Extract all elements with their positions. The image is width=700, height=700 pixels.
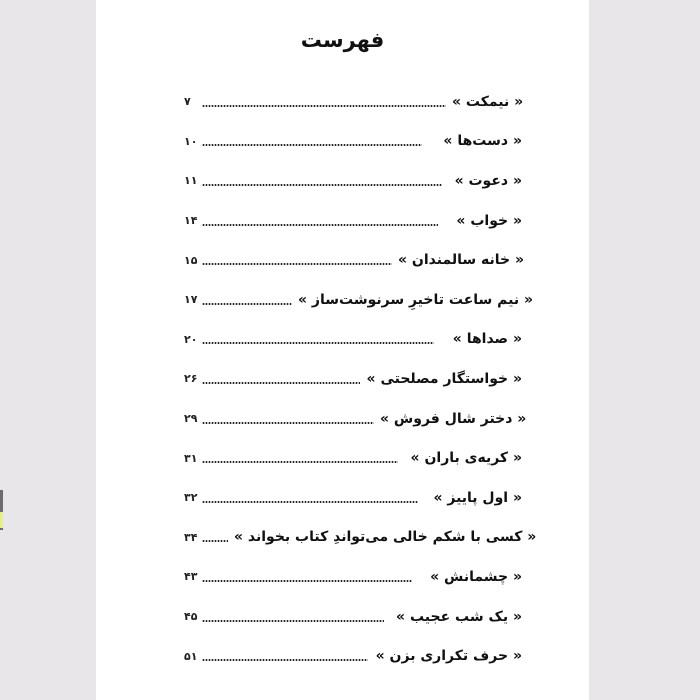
- toc-entry[interactable]: [184, 201, 522, 241]
- toc-entry-title: « نیم ساعت تاخیرِ سرنوشت‌ساز »: [298, 291, 534, 308]
- toc-entry[interactable]: [184, 161, 522, 201]
- toc-entry-title: « دختر شال فروش »: [380, 410, 527, 427]
- toc-entry[interactable]: [184, 399, 527, 439]
- toc-entry-title: « نیمکت »: [452, 93, 524, 110]
- toc-dot-leader: [202, 382, 360, 384]
- toc-entry-title: « دست‌ها »: [443, 133, 522, 150]
- toc-entry[interactable]: [184, 518, 537, 558]
- toc-entry-title: « چشمانش »: [430, 568, 522, 585]
- toc-entry[interactable]: [184, 597, 522, 637]
- toc-dot-leader: [202, 224, 438, 226]
- table-of-contents: [184, 82, 537, 676]
- toc-dot-leader: [202, 501, 418, 503]
- toc-entry[interactable]: [184, 478, 522, 518]
- toc-entry[interactable]: [184, 636, 522, 676]
- toc-entry-title: « اول پاییز »: [433, 489, 522, 506]
- left-edge-highlight: [0, 512, 3, 528]
- toc-entry[interactable]: [184, 82, 522, 122]
- toc-dot-leader: [202, 461, 398, 463]
- document-page: [96, 0, 589, 700]
- toc-entry-title: « دعوت »: [454, 172, 522, 189]
- toc-page-number: ۳۲: [184, 491, 198, 505]
- toc-dot-leader: [202, 263, 392, 265]
- toc-entry-title: « خانه سالمندان »: [398, 252, 525, 269]
- page-title: فهرست: [300, 28, 385, 52]
- toc-entry-title: « صداها »: [452, 331, 522, 348]
- toc-dot-leader: [202, 184, 442, 186]
- toc-dot-leader: [202, 342, 434, 344]
- toc-entry[interactable]: [184, 438, 522, 478]
- toc-page-number: ۲۹: [184, 412, 198, 426]
- toc-page-number: ۴۵: [184, 610, 198, 624]
- toc-page-number: ۲۶: [184, 372, 198, 386]
- toc-dot-leader: [202, 144, 422, 146]
- toc-entry-title: « حرف تکراری بزن »: [375, 648, 522, 665]
- toc-entry[interactable]: [184, 240, 525, 280]
- toc-entry-title: « خواستگار مصلحتی »: [366, 370, 522, 387]
- toc-page-number: ۵۱: [184, 649, 198, 663]
- toc-page-number: ۷: [184, 95, 191, 109]
- toc-dot-leader: [202, 620, 384, 622]
- toc-dot-leader: [202, 105, 446, 107]
- toc-page-number: ۳۱: [184, 451, 198, 465]
- toc-entry[interactable]: [184, 320, 522, 360]
- toc-entry[interactable]: [184, 359, 522, 399]
- toc-dot-leader: [202, 540, 228, 542]
- toc-entry[interactable]: [184, 557, 522, 597]
- toc-page-number: ۱۴: [184, 214, 198, 228]
- toc-entry-title: « یک شب عجیب »: [396, 608, 522, 625]
- toc-page-number: ۱۷: [184, 293, 198, 307]
- toc-page-number: ۴۳: [184, 570, 198, 584]
- toc-page-number: ۱۵: [184, 253, 198, 267]
- toc-page-number: ۳۴: [184, 530, 198, 544]
- toc-dot-leader: [202, 303, 292, 305]
- toc-page-number: ۱۱: [184, 174, 198, 188]
- toc-entry-title: « خواب »: [456, 212, 522, 229]
- toc-page-number: ۱۰: [184, 134, 198, 148]
- toc-entry-title: « کریه‌ی باران »: [410, 450, 522, 467]
- toc-page-number: ۲۰: [184, 332, 198, 346]
- toc-dot-leader: [202, 580, 412, 582]
- toc-entry[interactable]: [184, 280, 534, 320]
- toc-dot-leader: [202, 422, 374, 424]
- toc-dot-leader: [202, 659, 368, 661]
- toc-entry-title: « کسی با شکم خالی می‌تواندِ کتاب بخواند »: [234, 529, 537, 546]
- toc-entry[interactable]: [184, 122, 522, 162]
